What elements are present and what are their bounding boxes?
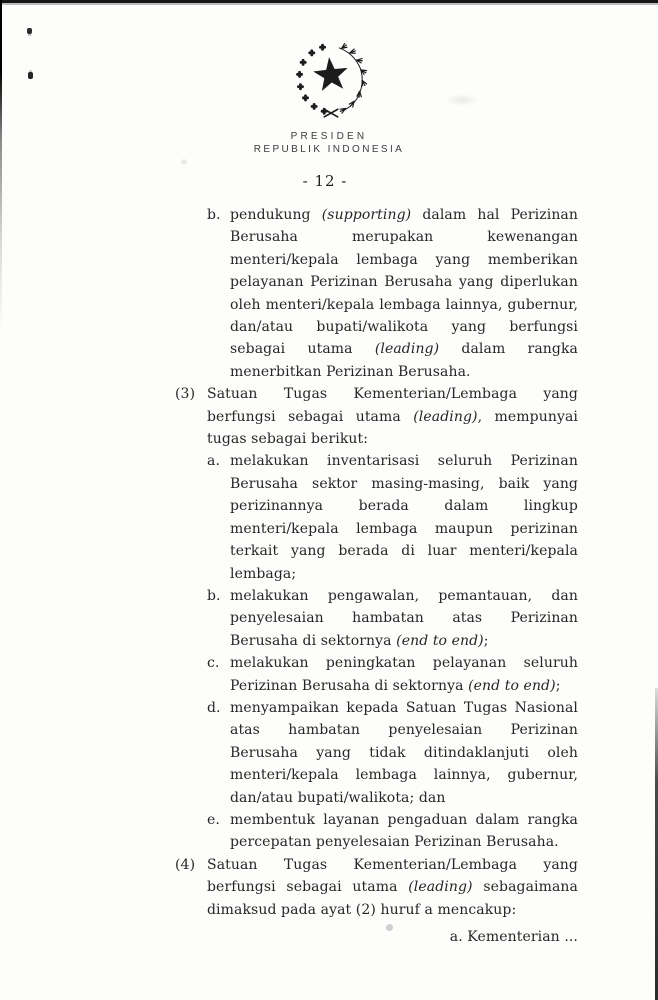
- text-run: melakukan peningkatan pelayanan seluruh Perizinan Berusaha di sektornya: [230, 655, 578, 694]
- catchword: [175, 926, 578, 948]
- cotton-branch: [296, 44, 328, 115]
- text-run: sebagaimana dimaksud pada ayat (2) huruf a mencakup:: [207, 879, 578, 918]
- list-item: [207, 697, 578, 809]
- item-label: a.: [207, 453, 220, 470]
- item-label: b.: [207, 587, 221, 604]
- ink-speck: [27, 28, 32, 34]
- italic-term: (supporting): [321, 207, 412, 223]
- page-number: - 12 -: [302, 172, 348, 190]
- letterhead-subtitle: REPUBLIK INDONESIA: [253, 144, 405, 155]
- text-run: a. Kementerian ...: [449, 929, 578, 945]
- item-text: [230, 204, 578, 383]
- text-run: ;: [483, 632, 489, 649]
- text-run: , mempunyai tugas sebagai berikut:: [207, 408, 578, 448]
- item-text: [230, 809, 578, 854]
- text-run: ;: [555, 677, 561, 694]
- letterhead-title: PRESIDEN: [290, 131, 368, 142]
- list-item: [207, 809, 578, 854]
- italic-term: (end to end): [468, 677, 556, 694]
- item-label: (4): [175, 856, 196, 873]
- text-run: melakukan pengawalan, pemantauan, dan penyelesaian hambatan atas Perizinan Berusaha di sektornya: [230, 587, 578, 649]
- list-item: [207, 652, 578, 697]
- item-label: b.: [207, 207, 221, 223]
- italic-term: (leading): [413, 408, 478, 425]
- list-item: [207, 585, 578, 652]
- ink-speck: [28, 72, 33, 79]
- text-run: Satuan Tugas Kementerian/Lembaga yang berfungsi sebagai utama: [207, 856, 578, 896]
- text-run: dalam rangka menerbitkan Perizinan Berusaha.: [230, 341, 578, 380]
- italic-term: (end to end): [396, 632, 484, 649]
- item-text: [207, 383, 578, 450]
- scan-smudge: [445, 94, 479, 106]
- text-run: melakukan inventarisasi seluruh Perizinan Berusaha sektor masing-masing, baik yang perizinannya berada dalam lingkup menteri/kepala lembaga maupun perizinan terkait yang berada di luar menteri/kepala lembaga;: [230, 453, 578, 582]
- scan-edge-top-shadow: [0, 3, 658, 5]
- scan-smudge: [180, 158, 188, 166]
- presidential-seal-icon: [290, 36, 372, 120]
- list-item: [175, 854, 578, 921]
- item-label: (3): [175, 386, 196, 403]
- list-item: [175, 383, 578, 450]
- list-item: [207, 204, 578, 383]
- italic-term: (leading): [374, 341, 440, 358]
- body-text: [175, 204, 578, 948]
- text-run: pendukung: [230, 207, 322, 223]
- item-text: [230, 697, 578, 809]
- text-run: dalam hal Perizinan Berusaha merupakan kewenangan menteri/kepala lembaga yang memberikan pelayanan Perizinan Berusaha yang diperlukan oleh menteri/kepala lembaga lainnya, gubernur, dan/atau bupati/walikota yang berfungsi sebagai utama: [230, 207, 578, 358]
- item-text: [230, 585, 578, 652]
- item-text: [207, 854, 578, 921]
- text-run: menyampaikan kepada Satuan Tugas Nasional atas hambatan penyelesaian Perizinan Berusaha yang tidak ditindaklanjuti oleh menteri/kepala lembaga lainnya, gubernur, dan/atau bupati/walikota; dan: [230, 699, 578, 806]
- item-text: [230, 450, 578, 584]
- scan-edge-left: [0, 0, 2, 330]
- rice-stalk: [339, 43, 367, 113]
- item-label: c.: [207, 655, 220, 672]
- item-label: d.: [207, 699, 221, 716]
- list-item: [207, 450, 578, 584]
- item-text: [230, 652, 578, 697]
- item-label: e.: [207, 811, 220, 828]
- italic-term: (leading): [408, 879, 473, 896]
- text-run: Satuan Tugas Kementerian/Lembaga yang berfungsi sebagai utama: [207, 386, 578, 425]
- text-run: membentuk layanan pengaduan dalam rangka percepatan penyelesaian Perizinan Berusaha.: [230, 811, 578, 851]
